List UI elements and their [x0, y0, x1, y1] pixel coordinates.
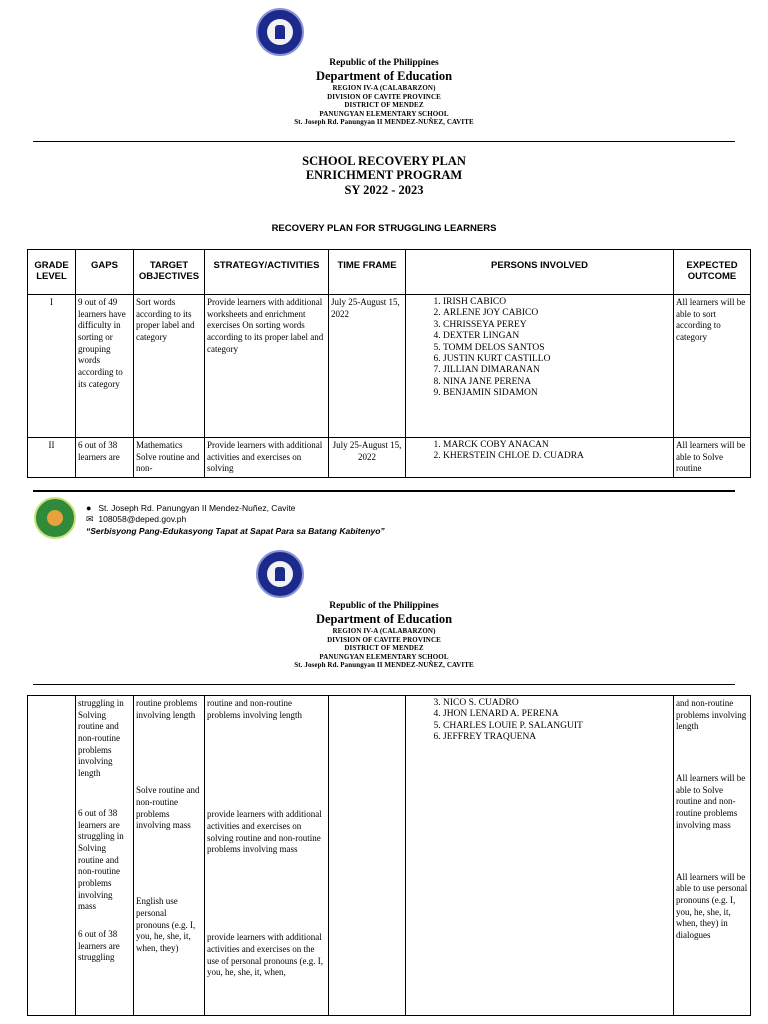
- target-cell: Sort words according to its proper label and category: [134, 295, 205, 438]
- gaps-cell: 9 out of 49 learners have difficulty in sorting or grouping words according to its category: [76, 295, 134, 438]
- division-label: DIVISION OF CAVITE PROVINCE: [327, 635, 441, 644]
- person-item: 3. NICO S. CUADRO: [443, 698, 671, 709]
- grade-cell: II: [28, 438, 76, 478]
- time-cell: July 25-August 15, 2022: [329, 438, 406, 478]
- col-header-target: TARGET OBJECTIVES: [134, 250, 205, 295]
- target-entry: English use personal pronouns (e.g. I, you, he, she, it, when, they): [136, 896, 196, 953]
- republic-label: Republic of the Philippines: [329, 58, 439, 68]
- pin-icon: ●: [86, 503, 92, 513]
- deped-seal-icon: [256, 550, 304, 598]
- col-header-gaps: GAPS: [76, 250, 134, 295]
- outcome-cell: All learners will be able to sort according to category: [674, 295, 751, 438]
- person-item: 2. ARLENE JOY CABICO: [443, 308, 671, 319]
- strategy-cell: Provide learners with additional activities and exercises on solving: [205, 438, 329, 478]
- district-label: DISTRICT OF MENDEZ: [344, 644, 424, 653]
- person-item: 4. DEXTER LINGAN: [443, 331, 671, 342]
- gaps-cell: [76, 696, 134, 1016]
- col-header-grade: GRADE LEVEL: [28, 250, 76, 295]
- outcome-cell: [674, 696, 751, 1016]
- table-row: [28, 295, 751, 438]
- recovery-plan-table-continued: [27, 695, 751, 1016]
- grade-cell: [28, 696, 76, 1016]
- table-row: [28, 696, 751, 1016]
- strategy-entry: provide learners with additional activities and exercises on the use of personal pronouns (e.g. I, you, he, she, it, when,: [207, 932, 323, 978]
- person-item: 9. BENJAMIN SIDAMON: [443, 388, 671, 399]
- document-title: [0, 154, 768, 197]
- republic-label: Republic of the Philippines: [329, 601, 439, 611]
- address-label: St. Joseph Rd. Panungyan II MENDEZ-NUÑEZ, CAVITE: [294, 117, 474, 126]
- letterhead: [0, 601, 768, 669]
- outcome-entry: All learners will be able to Solve routine and non-routine problems involving mass: [676, 773, 746, 830]
- person-item: 7. JILLIAN DIMARANAN: [443, 365, 671, 376]
- col-header-time: TIME FRAME: [329, 250, 406, 295]
- grade-cell: I: [28, 295, 76, 438]
- person-item: 1. IRISH CABICO: [443, 297, 671, 308]
- footer-motto: “Serbisyong Pang-Edukasyong Tapat at Sapat Para sa Batang Kabitenyo”: [86, 525, 385, 536]
- strategy-cell: [205, 696, 329, 1016]
- strategy-cell: Provide learners with additional worksheets and enrichment exercises On sorting words according to its proper label and category: [205, 295, 329, 438]
- document-subtitle: RECOVERY PLAN FOR STRUGGLING LEARNERS: [271, 223, 497, 234]
- person-item: 1. MARCK COBY ANACAN: [443, 440, 671, 451]
- gap-entry: struggling in Solving routine and non-routine problems involving length: [78, 698, 124, 779]
- col-header-outcome: EXPECTED OUTCOME: [674, 250, 751, 295]
- division-label: DIVISION OF CAVITE PROVINCE: [327, 92, 441, 101]
- footer-email: 108058@deped.gov.ph: [98, 514, 187, 525]
- title-line-3: SY 2022 - 2023: [344, 182, 424, 197]
- persons-cell: [406, 438, 674, 478]
- address-label: St. Joseph Rd. Panungyan II MENDEZ-NUÑEZ, CAVITE: [294, 660, 474, 669]
- time-cell: July 25-August 15, 2022: [329, 295, 406, 438]
- person-item: 6. JEFFREY TRAQUENA: [443, 732, 671, 743]
- department-label: Department of Education: [315, 612, 453, 627]
- outcome-entry: and non-routine problems involving length: [676, 698, 747, 732]
- footer-contact: [86, 503, 385, 536]
- outcome-entry: All learners will be able to use personal pronouns (e.g. I, you, he, she, it, when, they) in dialogues: [676, 871, 748, 940]
- person-item: 5. CHARLES LOUIE P. SALANGUIT: [443, 721, 671, 732]
- gap-entry: 6 out of 38 learners are struggling: [78, 929, 120, 963]
- school-logo-icon: [34, 497, 76, 539]
- header-divider: [33, 684, 735, 685]
- region-label: REGION IV-A (CALABARZON): [332, 627, 436, 636]
- school-label: PANUNGYAN ELEMENTARY SCHOOL: [319, 652, 449, 661]
- school-label: PANUNGYAN ELEMENTARY SCHOOL: [319, 109, 449, 118]
- person-item: 2. KHERSTEIN CHLOE D. CUADRA: [443, 451, 671, 462]
- outcome-cell: All learners will be able to Solve routine: [674, 438, 751, 478]
- region-label: REGION IV-A (CALABARZON): [332, 84, 436, 93]
- table-header-row: [28, 250, 751, 295]
- col-header-strategy: STRATEGY/ACTIVITIES: [205, 250, 329, 295]
- recovery-plan-table: [27, 249, 751, 478]
- footer-divider: [33, 490, 735, 492]
- district-label: DISTRICT OF MENDEZ: [344, 101, 424, 110]
- person-item: 3. CHRISSEYA PEREY: [443, 320, 671, 331]
- footer-address: St. Joseph Rd. Panungyan II Mendez-Nuñez, Cavite: [98, 503, 296, 513]
- department-label: Department of Education: [315, 69, 453, 84]
- col-header-persons: PERSONS INVOLVED: [406, 250, 674, 295]
- strategy-entry: routine and non-routine problems involving length: [207, 698, 302, 720]
- person-item: 6. JUSTIN KURT CASTILLO: [443, 354, 671, 365]
- title-line-2: ENRICHMENT PROGRAM: [305, 168, 463, 183]
- table-row: [28, 438, 751, 478]
- target-entry: Solve routine and non-routine problems involving mass: [136, 785, 200, 831]
- title-line-1: SCHOOL RECOVERY PLAN: [302, 154, 466, 168]
- gap-entry: 6 out of 38 learners are struggling in Solving routine and non-routine problems involving mass: [78, 807, 124, 912]
- letterhead: [0, 58, 768, 126]
- target-entry: routine problems involving length: [136, 698, 198, 720]
- target-cell: [134, 696, 205, 1016]
- strategy-entry: provide learners with additional activities and exercises on solving routine and non-routine problems involving mass: [207, 809, 322, 855]
- mail-icon: ✉: [86, 514, 94, 525]
- person-item: 4. JHON LENARD A. PERENA: [443, 709, 671, 720]
- persons-cell: [406, 295, 674, 438]
- time-cell: [329, 696, 406, 1016]
- persons-cell: [406, 696, 674, 1016]
- target-cell: Mathematics Solve routine and non-: [134, 438, 205, 478]
- person-item: 5. TOMM DELOS SANTOS: [443, 343, 671, 354]
- deped-seal-icon: [256, 8, 304, 56]
- gaps-cell: 6 out of 38 learners are: [76, 438, 134, 478]
- header-divider: [33, 141, 735, 142]
- person-item: 8. NINA JANE PERENA: [443, 377, 671, 388]
